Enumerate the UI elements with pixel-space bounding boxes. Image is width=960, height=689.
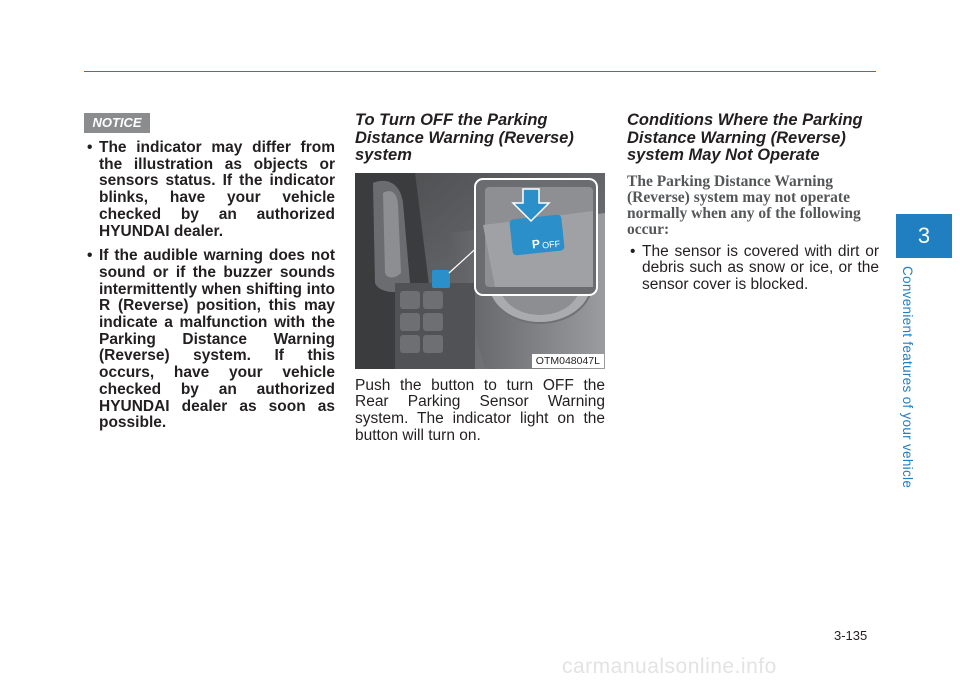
conditions-heading: Conditions Where the Parking Distance Warning (Reverse) system May Not Operate bbox=[627, 111, 863, 164]
chapter-title: Convenient features of your vehicle bbox=[900, 266, 915, 489]
notice-column bbox=[84, 140, 335, 440]
conditions-list bbox=[627, 244, 879, 294]
notice-item-text: The indicator may differ from the illustration as objects or sensors status. If the indicator blinks, have your vehicle checked by an authorized HYUNDAI dealer. bbox=[99, 139, 335, 240]
notice-item-text: If the audible warning does not sound or if the buzzer sounds intermittently when shifting into R (Reverse) position, this may indicate a malfunction with the Parking Distance Warning (Reverse) system. If this occurs, have your vehicle checked by an authorized HYUNDAI dealer as soon as possible. bbox=[99, 247, 335, 432]
turn-off-column bbox=[355, 112, 605, 444]
notice-item bbox=[84, 140, 335, 240]
bullet-icon: • bbox=[87, 247, 93, 265]
svg-text:P: P bbox=[531, 236, 541, 252]
bullet-icon: • bbox=[630, 242, 636, 260]
conditions-intro: The Parking Distance Warning (Reverse) system may not operate normally when any of the following occur: bbox=[627, 172, 861, 238]
console-illustration bbox=[355, 173, 605, 369]
chapter-tab: 3 bbox=[896, 214, 952, 258]
page-number: 3-135 bbox=[834, 628, 868, 643]
notice-badge: NOTICE bbox=[84, 113, 150, 133]
header-rule bbox=[84, 71, 876, 72]
console-figure bbox=[355, 173, 605, 369]
notice-list bbox=[84, 140, 335, 432]
figure-code: OTM048047L bbox=[532, 354, 604, 368]
conditions-column bbox=[627, 112, 879, 294]
turn-off-heading: To Turn OFF the Parking Distance Warning (Reverse) system bbox=[355, 111, 574, 164]
off-button-label: OFF bbox=[541, 238, 561, 250]
condition-item bbox=[627, 244, 879, 294]
condition-item-text: The sensor is covered with dirt or debris such as snow or ice, or the sensor cover is blocked. bbox=[642, 242, 879, 293]
turn-off-instructions: Push the button to turn OFF the Rear Parking Sensor Warning system. The indicator light on the button will turn on. bbox=[355, 376, 605, 444]
bullet-icon: • bbox=[87, 139, 93, 156]
watermark: carmanualsonline.info bbox=[562, 655, 777, 678]
notice-item bbox=[84, 248, 335, 432]
